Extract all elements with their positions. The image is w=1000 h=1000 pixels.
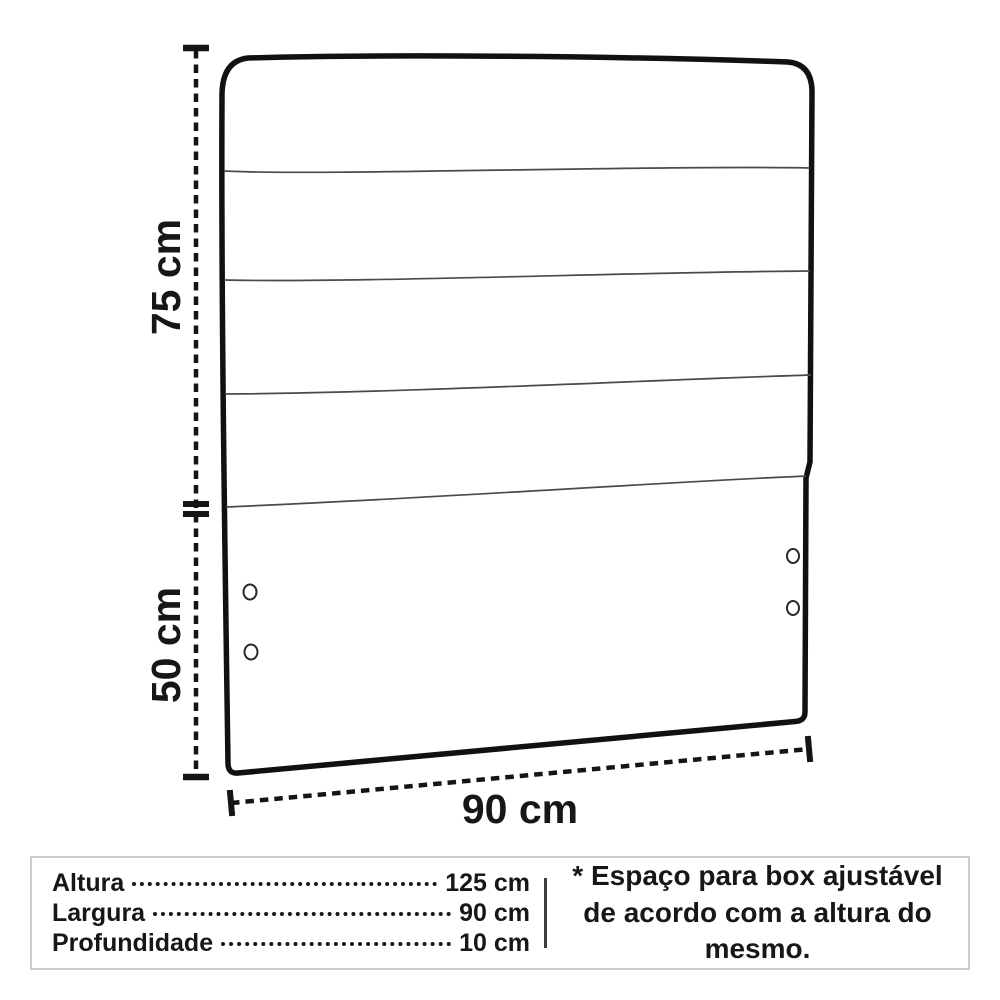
width-tick-left: [230, 790, 232, 816]
spec-label: Profundidade: [52, 929, 214, 957]
spec-row-profundidade: [52, 929, 530, 957]
spec-value: 90 cm: [459, 899, 530, 927]
dotted-leader: [221, 942, 451, 946]
footnote-line-1: * Espaço para box ajustável: [572, 860, 943, 892]
spec-box: [30, 856, 970, 970]
dim-label-width: 90 cm: [461, 786, 579, 832]
dotted-leader: [153, 912, 451, 916]
spec-value: 10 cm: [459, 929, 530, 957]
button-right-bottom: [787, 601, 799, 615]
spec-value: 125 cm: [445, 869, 530, 897]
dim-label-lower-height: 50 cm: [143, 586, 189, 704]
spec-row-largura: [52, 899, 530, 927]
width-tick-right: [808, 736, 810, 762]
button-left-bottom: [245, 645, 258, 660]
button-right-top: [787, 549, 799, 563]
dim-label-upper-height: 75 cm: [143, 218, 189, 336]
spec-label: Altura: [52, 869, 125, 897]
footnote-line-2: de acordo com a altura do mesmo.: [583, 896, 932, 965]
dotted-leader: [132, 882, 437, 886]
spec-label: Largura: [52, 899, 146, 927]
headboard-outline: [222, 56, 812, 773]
footnote: [547, 858, 968, 967]
button-left-top: [244, 585, 257, 600]
spec-row-altura: [52, 869, 530, 897]
spec-list: [32, 869, 544, 957]
